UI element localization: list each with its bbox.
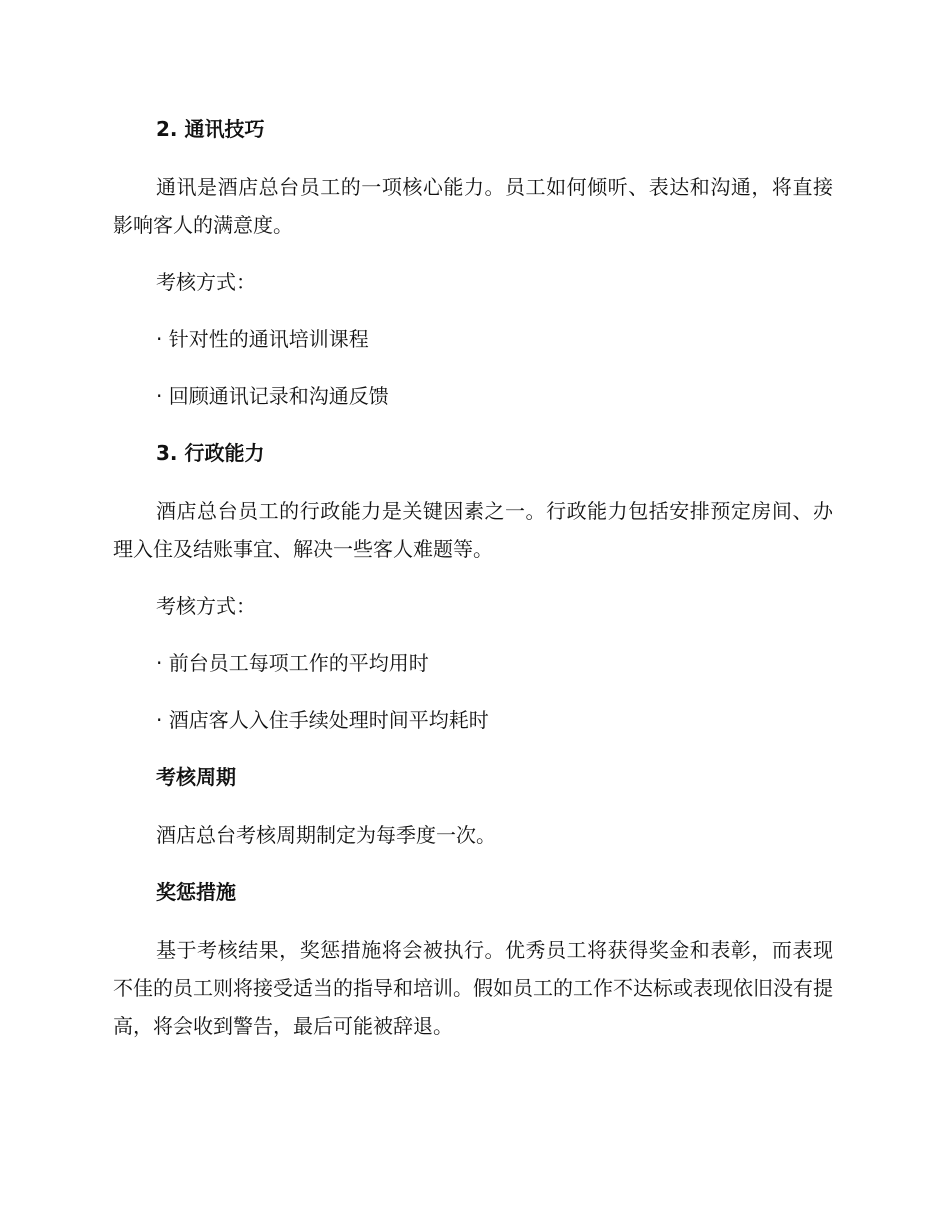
bullet-item: · 回顾通讯记录和沟通反馈 (156, 384, 389, 408)
bullet-item: · 酒店客人入住手续处理时间平均耗时 (156, 708, 489, 732)
assessment-method-label: 考核方式： (156, 594, 256, 618)
rewards-heading: 奖惩措施 (156, 880, 236, 904)
cycle-heading: 考核周期 (156, 765, 236, 789)
section-paragraph-administration: 酒店总台员工的行政能力是关键因素之一。行政能力包括安排预定房间、办理入住及结账事宜、解决一些客人难题等。 (113, 499, 833, 561)
assessment-method-label: 考核方式： (156, 270, 256, 294)
cycle-paragraph: 酒店总台考核周期制定为每季度一次。 (156, 823, 496, 847)
section-paragraph-communication: 通讯是酒店总台员工的一项核心能力。员工如何倾听、表达和沟通，将直接影响客人的满意度。 (113, 175, 833, 237)
bullet-item: · 前台员工每项工作的平均用时 (156, 651, 429, 675)
section-heading-administration: 3. 行政能力 (156, 441, 265, 465)
section-heading-communication: 2. 通讯技巧 (156, 117, 265, 141)
bullet-item: · 针对性的通讯培训课程 (156, 327, 369, 351)
document-page (113, 110, 833, 1064)
rewards-paragraph: 基于考核结果，奖惩措施将会被执行。优秀员工将获得奖金和表彰，而表现不佳的员工则将接受适当的指导和培训。假如员工的工作不达标或表现依旧没有提高，将会收到警告，最后可能被辞退。 (113, 938, 833, 1038)
